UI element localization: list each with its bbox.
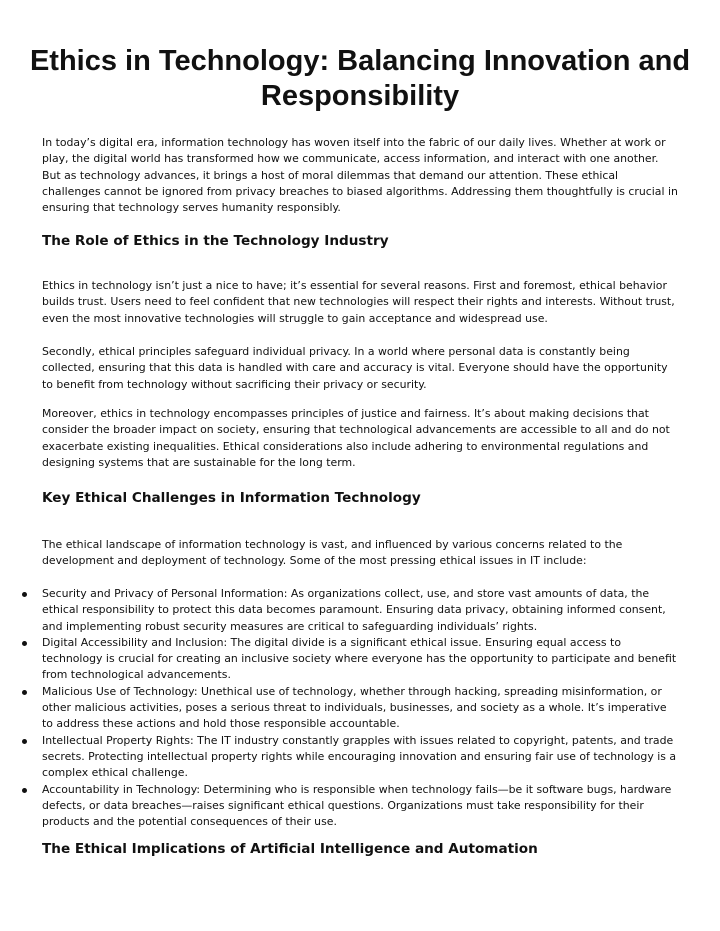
- list-item: [42, 635, 678, 684]
- list-item: [42, 782, 678, 831]
- bullet-icon: [22, 690, 27, 695]
- bullet-icon: [22, 592, 27, 597]
- bullet-icon: [22, 788, 27, 793]
- list-item-text: Security and Privacy of Personal Information: As organizations collect, use, and store vast amounts of data, the ethical responsibility to protect this data becomes paramount. Ensuring data privacy, obtaining informed consent, and implementing robust security measures are critical to safeguarding individuals’ rights.: [42, 587, 666, 633]
- list-item: [42, 586, 678, 635]
- section-heading-key-challenges: Key Ethical Challenges in Information Technology: [42, 490, 421, 506]
- list-item-text: Digital Accessibility and Inclusion: The digital divide is a significant ethical issue. Ensuring equal access to technology is crucial for creating an inclusive society where everyone has the opportunity to participate and benefit from technological advancements.: [42, 635, 677, 682]
- paragraph-justice: Moreover, ethics in technology encompasses principles of justice and fairness. It’s about making decisions that consider the broader impact on society, ensuring that technological advancements are accessible to all and do not exacerbate existing inequalities. Ethical considerations also include adhering to environmental regulations and designing systems that are sustainable for the long term.: [42, 407, 670, 469]
- page-title: Ethics in Technology: Balancing Innovation and Responsibility: [29, 45, 691, 112]
- bullet-icon: [22, 641, 27, 646]
- intro-paragraph: In today’s digital era, information technology has woven itself into the fabric of our daily lives. Whether at work or play, the digital world has transformed how we communicate, access information, and interact with one another. But as technology advances, it brings a host of moral dilemmas that demand our attention. These ethical challenges cannot be ignored from privacy breaches to biased algorithms. Addressing them thoughtfully is crucial in ensuring that technology serves humanity responsibly.: [42, 136, 678, 215]
- section-heading-role-of-ethics: The Role of Ethics in the Technology Industry: [42, 233, 389, 249]
- list-item-text: Accountability in Technology: Determining who is responsible when technology fails—be it software bugs, hardware defects, or data breaches—raises significant ethical questions. Organizations must take responsibility for their products and the potential consequences of their use.: [42, 782, 672, 829]
- paragraph-trust: Ethics in technology isn’t just a nice to have; it’s essential for several reasons. First and foremost, ethical behavior builds trust. Users need to feel confident that new technologies will respect their rights and interests. Without trust, even the most innovative technologies will struggle to gain acceptance and widespread use.: [42, 279, 675, 325]
- bullet-icon: [22, 739, 27, 744]
- challenges-list: [42, 586, 678, 830]
- list-item-text: Malicious Use of Technology: Unethical use of technology, whether through hacking, spreading misinformation, or other malicious activities, poses a serious threat to individuals, businesses, and society as a whole. It’s imperative to address these actions and hold those responsible accountable.: [42, 684, 667, 731]
- paragraph-landscape: The ethical landscape of information technology is vast, and influenced by various concerns related to the development and deployment of technology. Some of the most pressing ethical issues in IT include:: [42, 538, 623, 568]
- list-item: [42, 684, 678, 733]
- list-item: [42, 733, 678, 782]
- list-item-text: Intellectual Property Rights: The IT industry constantly grapples with issues related to copyright, patents, and trade secrets. Protecting intellectual property rights while encouraging innovation and ensuring fair use of technology is a complex ethical challenge.: [42, 733, 677, 780]
- paragraph-privacy: Secondly, ethical principles safeguard individual privacy. In a world where personal data is constantly being collected, ensuring that this data is handled with care and accuracy is vital. Everyone should have the opportunity to benefit from technology without sacrificing their privacy or security.: [42, 345, 668, 391]
- section-heading-ai-automation: The Ethical Implications of Artificial Intelligence and Automation: [42, 841, 538, 857]
